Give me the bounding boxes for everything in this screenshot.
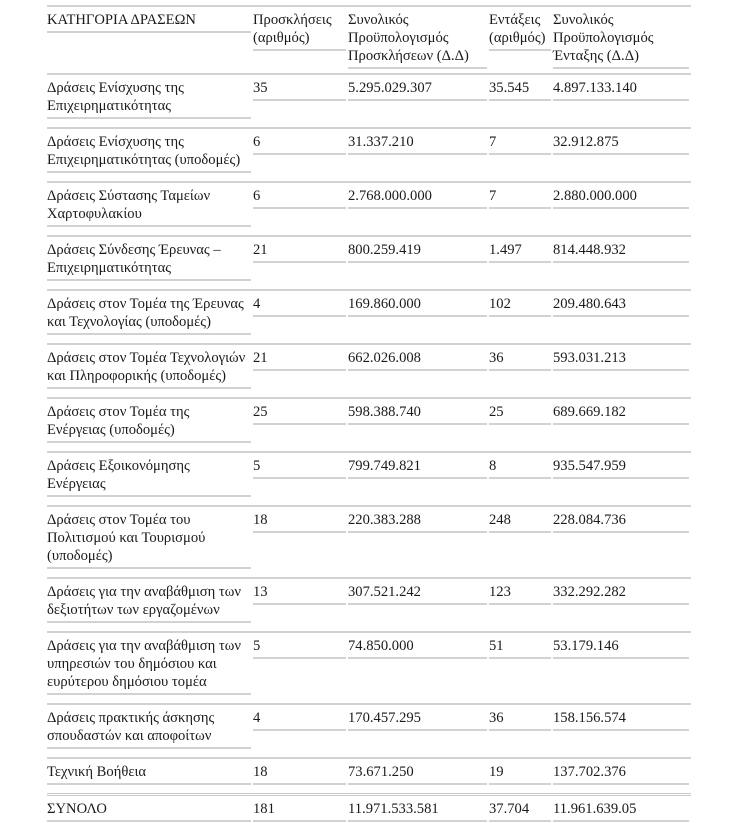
table-row <box>47 344 691 398</box>
cell-calls-budget: 598.388.740 <box>348 398 489 452</box>
cell-approvals-budget: 814.448.932 <box>553 236 691 290</box>
cell-category: Δράσεις Σύνδεσης Έρευνας – Επιχειρηματικότητας <box>47 236 253 290</box>
cell-calls: 18 <box>253 506 348 578</box>
header-category: ΚΑΤΗΓΟΡΙΑ ΔΡΑΣΕΩΝ <box>47 6 253 74</box>
cell-approvals-budget: 137.702.376 <box>553 758 691 795</box>
cell-calls-budget: 31.337.210 <box>348 128 489 182</box>
cell-approvals: 36 <box>489 704 553 758</box>
table-row <box>47 236 691 290</box>
cell-category: Δράσεις Ενίσχυσης της Επιχειρηματικότητας <box>47 74 253 128</box>
header-approvals: Εντάξεις (αριθμός) <box>489 6 553 74</box>
cell-category: Δράσεις στον Τομέα του Πολιτισμού και Τουρισμού (υποδομές) <box>47 506 253 578</box>
cell-category: Δράσεις στον Τομέα της Έρευνας και Τεχνολογίας (υποδομές) <box>47 290 253 344</box>
cell-calls: 181 <box>253 795 348 823</box>
cell-calls-budget: 170.457.295 <box>348 704 489 758</box>
cell-approvals: 25 <box>489 398 553 452</box>
table-row <box>47 578 691 632</box>
cell-calls-budget: 169.860.000 <box>348 290 489 344</box>
cell-approvals: 7 <box>489 128 553 182</box>
cell-approvals-budget: 689.669.182 <box>553 398 691 452</box>
header-approvals-budget: Συνολικός Προϋπολογισμός Ένταξης (Δ.Δ) <box>553 6 691 74</box>
cell-category: Δράσεις πρακτικής άσκησης σπουδαστών και αποφοίτων <box>47 704 253 758</box>
cell-calls-budget: 74.850.000 <box>348 632 489 704</box>
cell-approvals-budget: 53.179.146 <box>553 632 691 704</box>
table-row <box>47 632 691 704</box>
cell-category: Δράσεις Εξοικονόμησης Ενέργειας <box>47 452 253 506</box>
cell-category: Δράσεις Σύστασης Ταμείων Χαρτοφυλακίου <box>47 182 253 236</box>
cell-calls: 4 <box>253 290 348 344</box>
cell-calls: 5 <box>253 632 348 704</box>
cell-calls-budget: 220.383.288 <box>348 506 489 578</box>
table-row <box>47 128 691 182</box>
cell-calls: 25 <box>253 398 348 452</box>
table-row <box>47 182 691 236</box>
cell-approvals: 8 <box>489 452 553 506</box>
cell-approvals-budget: 32.912.875 <box>553 128 691 182</box>
cell-category: ΣΥΝΟΛΟ <box>47 795 253 823</box>
cell-category: Δράσεις στον Τομέα Τεχνολογιών και Πληροφορικής (υποδομές) <box>47 344 253 398</box>
table-row <box>47 398 691 452</box>
cell-category: Τεχνική Βοήθεια <box>47 758 253 795</box>
cell-calls: 6 <box>253 128 348 182</box>
cell-approvals-budget: 209.480.643 <box>553 290 691 344</box>
cell-calls-budget: 11.971.533.581 <box>348 795 489 823</box>
cell-calls: 4 <box>253 704 348 758</box>
table-row <box>47 74 691 128</box>
table-row <box>47 506 691 578</box>
cell-approvals-budget: 332.292.282 <box>553 578 691 632</box>
header-calls-budget: Συνολικός Προϋπολογισμός Προσκλήσεων (Δ.Δ) <box>348 6 489 74</box>
cell-approvals-budget: 158.156.574 <box>553 704 691 758</box>
cell-approvals: 248 <box>489 506 553 578</box>
cell-approvals-budget: 2.880.000.000 <box>553 182 691 236</box>
table-row <box>47 452 691 506</box>
funding-table <box>47 5 691 823</box>
cell-calls: 6 <box>253 182 348 236</box>
cell-calls-budget: 5.295.029.307 <box>348 74 489 128</box>
cell-approvals-budget: 593.031.213 <box>553 344 691 398</box>
cell-approvals-budget: 935.547.959 <box>553 452 691 506</box>
table-row <box>47 704 691 758</box>
cell-calls: 18 <box>253 758 348 795</box>
cell-approvals: 35.545 <box>489 74 553 128</box>
cell-approvals: 36 <box>489 344 553 398</box>
table-row <box>47 290 691 344</box>
cell-category: Δράσεις στον Τομέα της Ενέργειας (υποδομές) <box>47 398 253 452</box>
cell-calls-budget: 662.026.008 <box>348 344 489 398</box>
cell-category: Δράσεις για την αναβάθμιση των δεξιοτήτων των εργαζομένων <box>47 578 253 632</box>
table-header-row <box>47 6 691 74</box>
table-body <box>47 74 691 823</box>
cell-approvals: 123 <box>489 578 553 632</box>
header-calls: Προσκλήσεις (αριθμός) <box>253 6 348 74</box>
cell-calls-budget: 73.671.250 <box>348 758 489 795</box>
cell-approvals: 19 <box>489 758 553 795</box>
cell-calls-budget: 800.259.419 <box>348 236 489 290</box>
cell-approvals: 37.704 <box>489 795 553 823</box>
cell-category: Δράσεις για την αναβάθμιση των υπηρεσιών του δημόσιου και ευρύτερου δημόσιου τομέα <box>47 632 253 704</box>
cell-calls: 21 <box>253 344 348 398</box>
cell-approvals: 7 <box>489 182 553 236</box>
table-row <box>47 758 691 795</box>
cell-approvals-budget: 4.897.133.140 <box>553 74 691 128</box>
cell-approvals-budget: 228.084.736 <box>553 506 691 578</box>
cell-calls: 5 <box>253 452 348 506</box>
total-row <box>47 795 691 823</box>
cell-calls: 21 <box>253 236 348 290</box>
cell-calls-budget: 2.768.000.000 <box>348 182 489 236</box>
cell-calls-budget: 799.749.821 <box>348 452 489 506</box>
cell-calls: 35 <box>253 74 348 128</box>
cell-approvals: 1.497 <box>489 236 553 290</box>
cell-approvals: 51 <box>489 632 553 704</box>
cell-approvals-budget: 11.961.639.05 <box>553 795 691 823</box>
cell-approvals: 102 <box>489 290 553 344</box>
cell-category: Δράσεις Ενίσχυσης της Επιχειρηματικότητας (υποδομές) <box>47 128 253 182</box>
cell-calls-budget: 307.521.242 <box>348 578 489 632</box>
cell-calls: 13 <box>253 578 348 632</box>
